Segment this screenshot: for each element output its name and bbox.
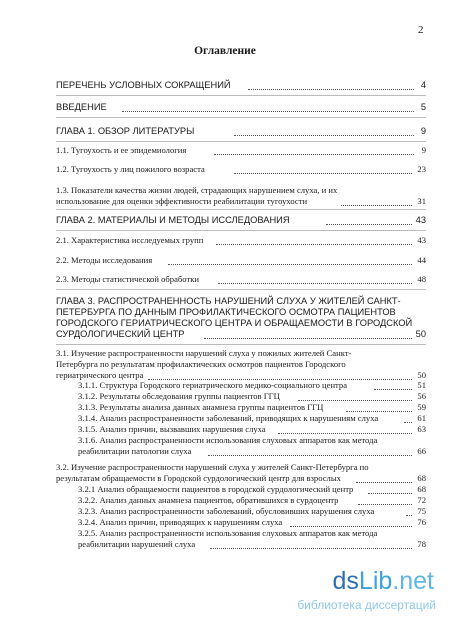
toc-entry-3-2[interactable]: 3.2. Изучение распространенности нарушений слуха у жителей Санкт-Петербурга по результатам обращаемости в Городской сурдологический центр для взрослых 68 [56,462,426,483]
toc-leader [168,263,412,265]
divider [56,209,426,210]
toc-leader [214,153,414,155]
toc-leader [234,172,412,174]
dslib-tagline: библиотека диссертаций [297,598,436,612]
divider [56,230,426,231]
toc-entry-3-1-1[interactable]: 3.1.1. Структура Городского гериатрического медико-социального центра 51 [78,380,426,390]
toc-entry-3-1-5[interactable]: 3.1.5. Анализ причин, вызвавших нарушения слуха 63 [78,424,426,434]
toc-entry-3-2-1[interactable]: 3.2.1 Анализ обращаемости пациентов в городской сурдологический центр 68 [78,484,426,494]
toc-entry-2-1[interactable]: 2.1. Характеристика исследуемых групп 43 [56,235,426,245]
toc-leader [358,503,412,505]
toc-entry-2-2[interactable]: 2.2. Методы исследования 44 [56,255,426,265]
toc-leader [210,547,412,549]
divider [56,344,426,345]
dslib-logo[interactable]: dsLib.net [332,567,434,595]
toc-leader [406,514,412,516]
toc-entry-chapter-3[interactable]: ГЛАВА 3. РАСПРОСТРАНЕННОСТЬ НАРУШЕНИЙ СЛУХА У ЖИТЕЛЕЙ САНКТ- ПЕТЕРБУРГА ПО ДАННЫМ ПРОФИЛАКТИЧЕСКОГО ОСМОТРА ПАЦИЕНТОВ ГОРОДСКОГО ГЕРИАТРИЧЕСКОГО ЦЕНТРА И ОБРАЩАЕМОСТИ В ГОРОДСКОЙ СУРДОЛОГИЧЕСКИЙ ЦЕНТР 50 [56,296,426,339]
toc-entry-abbr[interactable]: ПЕРЕЧЕНЬ УСЛОВНЫХ СОКРАЩЕНИЙ 4 [56,80,426,90]
toc-leader [208,454,412,456]
toc-entry-3-2-4[interactable]: 3.2.4. Анализ причин, приводящих к нарушениям слуха 76 [78,517,426,527]
toc-leader [374,388,412,390]
toc-entry-3-1[interactable]: 3.1. Изучение распространенности нарушений слуха у пожилых жителей Санкт- Петербурга по результатам профилактических осмотров пациентов Городского гериатрического центра 50 [56,348,426,380]
page-title: Оглавление [194,45,256,57]
toc-entry-3-2-3[interactable]: 3.2.3. Анализ распространенности заболеваний, обусловивших нарушения слуха 75 [78,506,426,516]
divider [56,289,426,290]
toc-entry-1-1[interactable]: 1.1. Тугоухость и ее эпидемиология 9 [56,145,426,155]
toc-leader [326,223,412,225]
toc-leader [204,337,412,339]
toc-entry-3-1-4[interactable]: 3.1.4. Анализ распространенности заболеваний, приводящих к нарушениям слуха 61 [78,413,426,423]
page-number: 2 [418,24,424,36]
toc-entry-3-1-6[interactable]: 3.1.6. Анализ распространенности использования слуховых аппаратов как метода реабилитации патологии слуха 66 [78,435,426,456]
toc-entry-2-3[interactable]: 2.3. Методы статистической обработки 48 [56,274,426,284]
toc-leader [346,410,412,412]
toc-leader [341,204,412,206]
toc-leader [218,282,412,284]
toc-leader [248,88,414,90]
toc-entry-chapter-1[interactable]: ГЛАВА 1. ОБЗОР ЛИТЕРАТУРЫ 9 [56,126,426,136]
divider [56,95,426,96]
toc-entry-chapter-2[interactable]: ГЛАВА 2. МАТЕРИАЛЫ И МЕТОДЫ ИССЛЕДОВАНИЯ 43 [56,215,426,225]
toc-entry-1-3[interactable]: 1.3. Показатели качества жизни людей, страдающих нарушением слуха, и их использование для оценки эффективности реабилитации тугоухости 31 [56,185,426,206]
toc-leader [290,525,412,527]
toc-leader [216,243,412,245]
toc-entry-intro[interactable]: ВВЕДЕНИЕ 5 [56,102,426,112]
toc-leader [356,481,412,483]
divider [56,117,426,118]
divider [56,141,426,142]
toc-entry-3-2-2[interactable]: 3.2.2. Анализ данных анамнеза пациентов, обратившихся в сурдоцентр 72 [78,495,426,505]
toc-entry-3-1-3[interactable]: 3.1.3. Результаты анализа данных анамнеза группы пациентов ГГЦ 59 [78,402,426,412]
toc-leader [368,492,412,494]
toc-leader [278,432,412,434]
toc-leader [404,421,412,423]
toc-entry-3-1-2[interactable]: 3.1.2. Результаты обследования группы пациентов ГГЦ 56 [78,391,426,401]
toc-leader [298,399,412,401]
toc-entry-3-2-5[interactable]: 3.2.5. Анализ распространенности использования слуховых аппаратов как метода реабилитации нарушений слуха 78 [78,528,426,549]
toc-entry-1-2[interactable]: 1.2. Тугоухость у лиц пожилого возраста 23 [56,164,426,174]
toc-leader [122,110,414,112]
toc-leader [234,134,414,136]
